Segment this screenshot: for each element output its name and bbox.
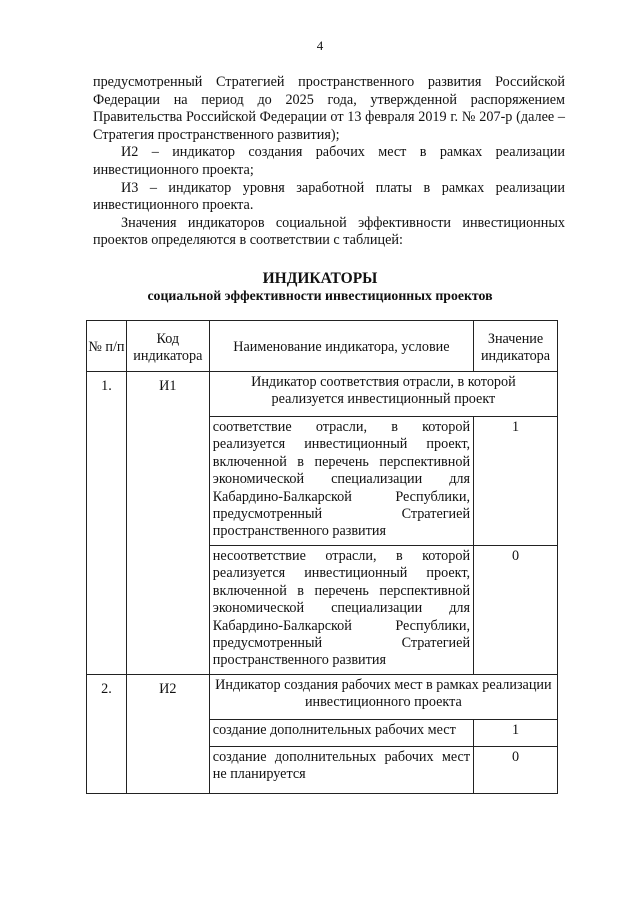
row-number: 1.	[87, 372, 127, 675]
condition-value: 0	[474, 747, 558, 794]
table-heading-title: ИНДИКАТОРЫ	[262, 270, 378, 287]
condition-text: соответствие отрасли, в которой реализуется инвестиционный проект, включенной в перечень перспективной экономической специализации для Кабардино-Балкарской Республики, предусмотренный Стратегией пространственного развития	[209, 417, 473, 546]
header-name: Наименование индикатора, условие	[209, 321, 473, 372]
condition-value: 1	[474, 720, 558, 747]
paragraph-strategy-reference: предусмотренный Стратегией пространственного развития Российской Федерации на период до 2025 года, утвержденной распоряжением Правительства Российской Федерации от 13 февраля 2019 г. № 207-р (далее – Стратегия пространственного развития);	[93, 74, 565, 143]
row-code: И1	[126, 372, 209, 675]
header-value: Значение индикатора	[474, 321, 558, 372]
condition-value: 1	[474, 417, 558, 546]
header-code: Код индикатора	[126, 321, 209, 372]
paragraph-table-intro: Значения индикаторов социальной эффективности инвестиционных проектов определяются в соответствии с таблицей:	[93, 214, 565, 249]
row-code: И2	[126, 675, 209, 794]
indicators-table	[86, 320, 558, 794]
table-row	[87, 372, 558, 417]
condition-text: создание дополнительных рабочих мест	[209, 720, 473, 747]
condition-text: создание дополнительных рабочих мест не планируется	[209, 747, 473, 794]
paragraph-i3-definition: И3 – индикатор уровня заработной платы в рамках реализации инвестиционного проекта.	[93, 179, 565, 214]
indicator-title: Индикатор создания рабочих мест в рамках реализации инвестиционного проекта	[209, 675, 557, 720]
indicator-title: Индикатор соответствия отрасли, в которой реализуется инвестиционный проект	[209, 372, 557, 417]
header-number: № п/п	[87, 321, 127, 372]
paragraph-i2-definition: И2 – индикатор создания рабочих мест в рамках реализации инвестиционного проекта;	[93, 144, 565, 178]
row-number: 2.	[87, 675, 127, 794]
table-header-row	[87, 321, 558, 372]
table-row	[87, 675, 558, 720]
page-number: 4	[316, 38, 324, 53]
body-text	[93, 74, 565, 250]
condition-text: несоответствие отрасли, в которой реализуется инвестиционный проект, включенной в перечень перспективной экономической специализации для Кабардино-Балкарской Республики, предусмотренный Стратегией пространственного развития	[209, 546, 473, 675]
condition-value: 0	[474, 546, 558, 675]
table-heading-subtitle: социальной эффективности инвестиционных проектов	[147, 288, 493, 303]
